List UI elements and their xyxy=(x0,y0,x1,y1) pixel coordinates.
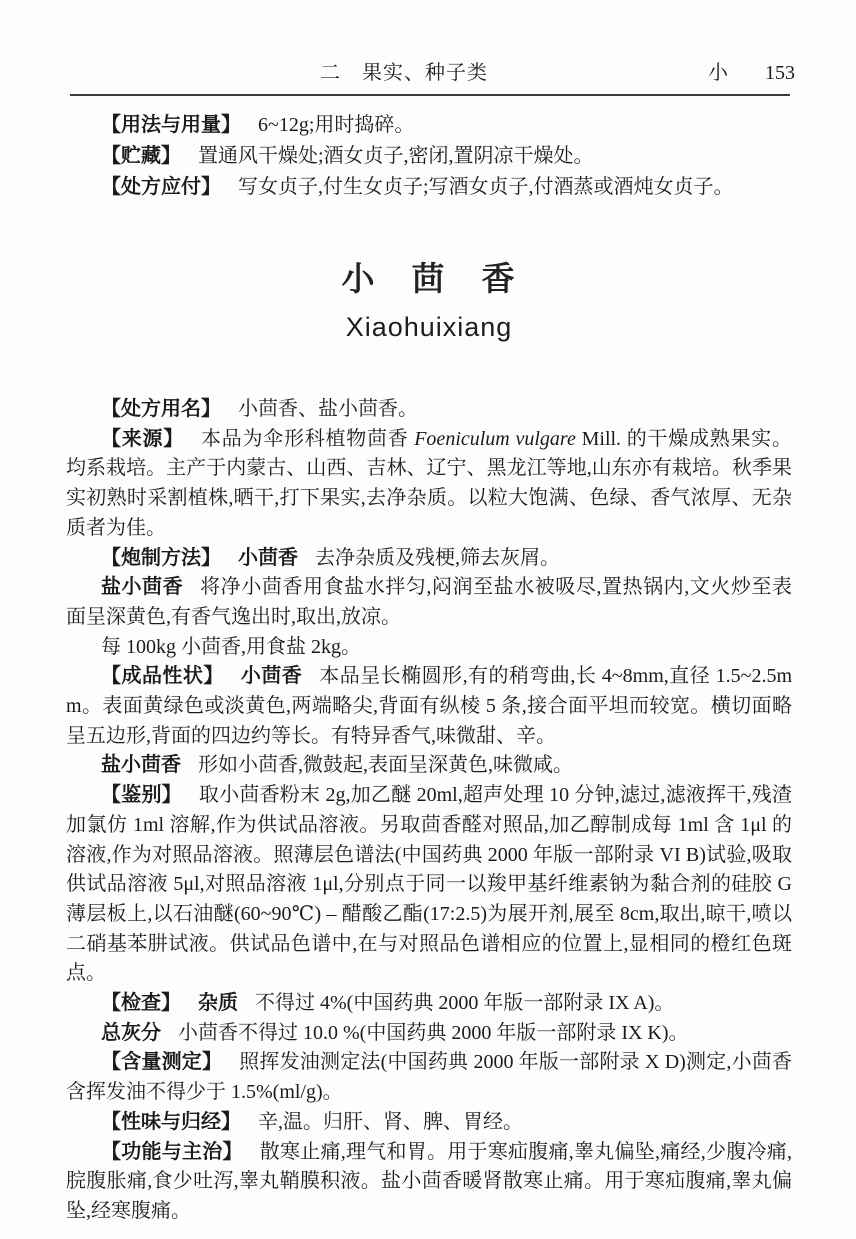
functions-indications-label: 【功能与主治】 xyxy=(101,1140,243,1163)
properties-meridians-text: 辛,温。归肝、肾、脾、胃经。 xyxy=(258,1110,523,1133)
inspection-paragraph xyxy=(66,989,792,1019)
characteristics-subhead-raw: 小茴香 xyxy=(240,665,303,688)
storage-text: 置通风干燥处;酒女贞子,密闭,置阴凉干燥处。 xyxy=(198,145,594,167)
drug-title-chinese: 小 茴 香 xyxy=(341,260,517,297)
source-text-before-latin: 本品为伞形科植物茴香 xyxy=(201,427,415,450)
processing-salt-paragraph xyxy=(66,573,792,632)
characteristics-text: 本品呈长椭圆形,有的稍弯曲,长 4~8mm,直径 1.5~2.5mm。表面黄绿色或淡黄色,两端略尖,背面有纵棱 5 条,接合面平坦而较宽。横切面略呈五边形,背面的四边约等长。有特异香气,味微甜、辛。 xyxy=(66,665,793,747)
usage-dosage-text: 6~12g;用时捣碎。 xyxy=(258,114,415,136)
drug-title-pinyin: Xiaohuixiang xyxy=(345,312,513,342)
inspection-subhead-impurity: 杂质 xyxy=(198,992,238,1015)
total-ash-text: 小茴香不得过 10.0 %(中国药典 2000 年版一部附录 IX K)。 xyxy=(178,1021,689,1044)
assay-text: 照挥发油测定法(中国药典 2000 年版一部附录 X D)测定,小茴香含挥发油不得少于 1.5%(ml/g)。 xyxy=(66,1051,792,1104)
identification-text: 取小茴香粉末 2g,加乙醚 20ml,超声处理 10 分钟,滤过,滤液挥干,残渣加氯仿 1ml 溶解,作为供试品溶液。另取茴香醛对照品,加乙醇制成每 1ml 含 1μl 的溶液,作为对照品溶液。照薄层色谱法(中国药典 2000 年版一部附录 VI B)试验,吸取供试品溶液 5μl,对照品溶液 1μl,分别点于同一以羧甲基纤维素钠为黏合剂的硅胶 G 薄层板上,以石油醚(60~90℃) – 醋酸乙酯(17:2.5)为展开剂,展至 8cm,取出,晾干,喷以二硝基苯肼试液。供试品色谱中,在与对照品色谱相应的位置上,显相同的橙红色斑点。 xyxy=(66,784,792,985)
processing-method-label: 【炮制方法】 xyxy=(101,546,221,569)
page-number: 153 xyxy=(765,62,795,84)
dispensing-text: 写女贞子,付生女贞子;写酒女贞子,付酒蒸或酒炖女贞子。 xyxy=(238,176,734,198)
total-ash-subhead: 总灰分 xyxy=(101,1021,161,1044)
inspection-label: 【检查】 xyxy=(101,992,181,1015)
prescription-names-text: 小茴香、盐小茴香。 xyxy=(238,398,418,420)
index-char: 小 xyxy=(708,62,728,84)
usage-dosage-label: 【用法与用量】 xyxy=(101,114,241,136)
page-content xyxy=(66,110,792,1227)
processing-subhead-salt: 盐小茴香 xyxy=(101,576,184,599)
processing-method-paragraph xyxy=(66,544,792,574)
salt-ratio-paragraph xyxy=(66,633,792,663)
prescription-names-label: 【处方用名】 xyxy=(101,398,221,420)
assay-paragraph xyxy=(66,1048,792,1107)
total-ash-paragraph xyxy=(66,1019,792,1049)
storage-paragraph xyxy=(66,141,792,172)
properties-meridians-label: 【性味与归经】 xyxy=(101,1110,241,1133)
drug-title-block xyxy=(66,259,792,343)
dispensing-paragraph xyxy=(66,172,792,203)
source-label: 【来源】 xyxy=(101,427,184,450)
processing-subhead-raw: 小茴香 xyxy=(238,546,298,569)
characteristics-salt-text: 形如小茴香,微鼓起,表面呈深黄色,味微咸。 xyxy=(198,754,573,777)
processing-salt-text: 将净小茴香用食盐水拌匀,闷润至盐水被吸尽,置热锅内,文火炒至表面呈深黄色,有香气逸出时,取出,放凉。 xyxy=(66,576,793,628)
characteristics-subhead-salt: 盐小茴香 xyxy=(101,754,181,777)
characteristics-salt-paragraph xyxy=(66,751,792,781)
page-header xyxy=(0,60,856,86)
identification-paragraph xyxy=(66,781,792,989)
identification-label: 【鉴别】 xyxy=(101,784,182,807)
chapter-heading: 二 果实、种子类 xyxy=(320,62,488,84)
usage-dosage-paragraph xyxy=(66,110,792,141)
page-info xyxy=(708,60,795,86)
latin-binomial: Foeniculum vulgare xyxy=(414,427,576,450)
source-text-after-latin: Mill. 的干燥成熟果实。均系栽培。主产于内蒙古、山西、吉林、辽宁、黑龙江等地,山东亦有栽培。秋季果实初熟时采割植株,晒干,打下果实,去净杂质。以粒大饱满、色绿、香气浓厚、无杂质者为佳。 xyxy=(66,427,793,539)
prescription-names-paragraph xyxy=(66,395,792,425)
storage-label: 【贮藏】 xyxy=(101,145,181,167)
header-rule xyxy=(70,94,790,96)
functions-indications-text: 散寒止痛,理气和胃。用于寒疝腹痛,睾丸偏坠,痛经,少腹冷痛,脘腹胀痛,食少吐泻,睾丸鞘膜积液。盐小茴香暖肾散寒止痛。用于寒疝腹痛,睾丸偏坠,经寒腹痛。 xyxy=(66,1140,792,1222)
characteristics-label: 【成品性状】 xyxy=(101,665,224,688)
characteristics-paragraph xyxy=(66,662,792,751)
assay-label: 【含量测定】 xyxy=(101,1051,223,1074)
dispensing-label: 【处方应付】 xyxy=(101,176,221,198)
processing-text: 去净杂质及残梗,筛去灰屑。 xyxy=(315,546,560,569)
salt-ratio-text: 每 100kg 小茴香,用食盐 2kg。 xyxy=(101,635,361,658)
inspection-text: 不得过 4%(中国药典 2000 年版一部附录 IX A)。 xyxy=(255,992,675,1015)
functions-indications-paragraph xyxy=(66,1138,792,1227)
properties-meridians-paragraph xyxy=(66,1108,792,1138)
source-paragraph xyxy=(66,425,792,544)
